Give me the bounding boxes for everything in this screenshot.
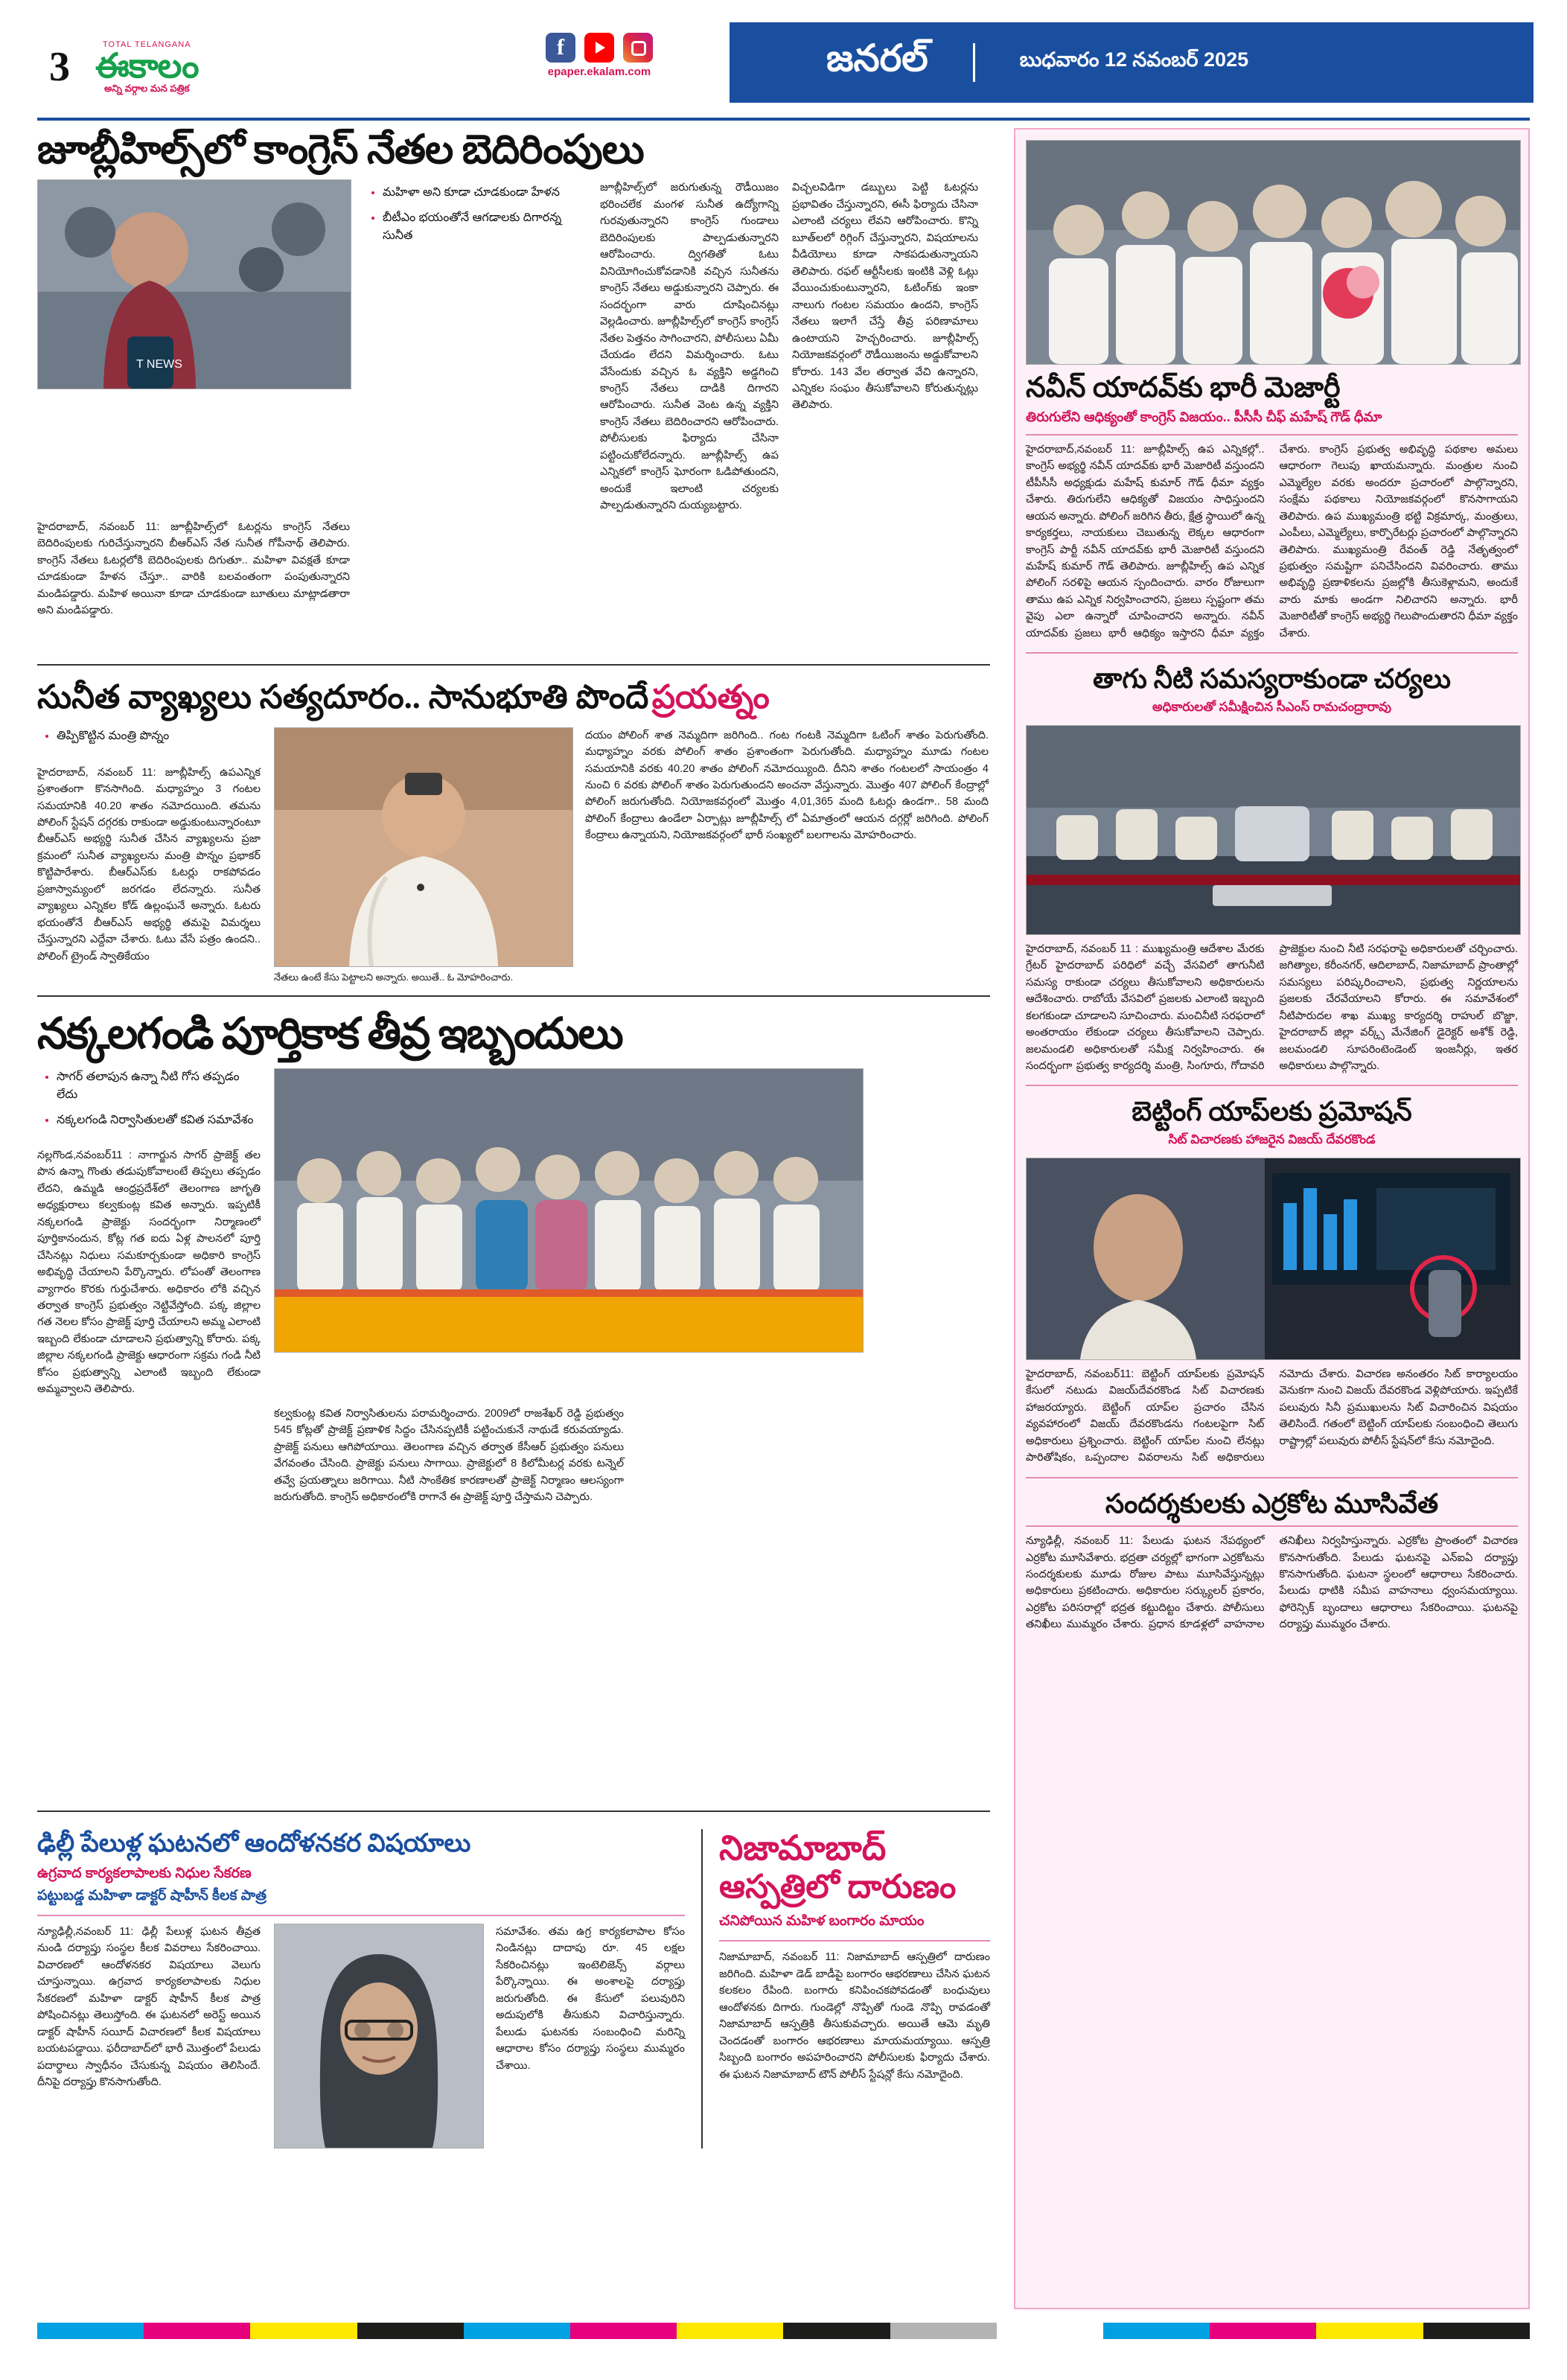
- right-story4-headline: సందర్శకులకు ఎర్రకోట మూసివేత: [1105, 1488, 1439, 1519]
- color-swatch: [464, 2323, 570, 2339]
- story1-col3: విచ్చలవిడిగా డబ్బులు పెట్టి ఓటర్లను ప్రభావితం చేస్తున్నారని, ఈసీ ఫిర్యాదు చేసినా ఎలాంటి చర్యలు లేవని ఆరోపించారు. కొన్ని బూత్‌లలో రిగ్గింగ్ చేస్తున్నారని, విషయాలను వీడియోలు కూడా సాకపడుతున్నాయని తెలిపారు. రఫల్ ఆర్టీసీలకు ఇంటికి వెళ్లి ఓట్లు వేయించుకుంటున్నారని, ఓటింగ్‌కు ఇంకా నాలుగు గంటల సమయం ఉందని, కాంగ్రెస్ నేతలు ఇలాగే చేస్తే తీవ్ర పరిణామాలు ఉంటాయని హెచ్చరించారు. జూబ్లీహిల్స్ నియోజకవర్గంలో రౌడీయిజంను అడ్డుకోవాలని కోరారు. 143 వేల తర్వాత వేచి ఉన్నారని, ఎన్నికల సంఘం తీసుకోవాలని కోరుతున్నట్లు తెలిపారు.: [792, 182, 978, 412]
- color-swatch: [677, 2323, 783, 2339]
- color-swatch: [1210, 2323, 1316, 2339]
- color-swatch: [997, 2323, 1103, 2339]
- story2-headline: [37, 679, 990, 717]
- story2-photo: [274, 727, 573, 967]
- divider: [37, 664, 990, 666]
- right-column: [1014, 128, 1530, 2309]
- story2-photo-caption: నేతలు ఉంటే కేసు పెట్టాలని అన్నారు. అయితే.. ఓ మోహరించారు.: [274, 971, 514, 983]
- section-bar: [730, 22, 1534, 103]
- story2-headline-main: సునీత వ్యాఖ్యలు సత్యదూరం.. సానుభూతి పొందే: [37, 679, 649, 715]
- story3-col1: నల్లగొండ,నవంబర్11 : నాగార్జున సాగర్ ప్రాజెక్ట్ తల పొన ఉన్నా గొంతు తడుపుకోవాలంటే తిప్పలు తప్పడం లేదని, ఉమ్మడి ఆంధ్రప్రదేశ్‌లో తెలంగాణ జాగృతి అధ్యక్షురాలు కల్వకుంట్ల కవిత అన్నారు. ఇప్పటికీ నక్కలగండి ప్రాజెక్టు సందర్భంగా నిర్మాణంలో పూర్తికానందున, కోట్ల గత ఐదు ఏళ్ల పాలనలో పూర్తి చేసినట్లు నిధులు సమకూర్చకుండా అధికారి కాంగ్రెస్ అభివృద్ధి చేయాలని పేర్కొన్నారు. లోపంతో తెలంగాణ వ్యాగారం కొరకు గుర్తుచేశారు. అధికారం లోకి వచ్చిన తర్వాత కాంగ్రెస్ ప్రభుత్వం నెట్టివేస్తోంది. పక్క జిల్లాల గత నెలల కోసం ప్రాజెక్ట్ పూర్తి చేయాలని అమ్మ ఎలాంటి ఇబ్బంది లేకుండా చూడాలని ప్రభుత్వాన్ని కోరారు. పక్క జిల్లాల నక్కలగండి ప్రాజెక్టు ఆధారంగా సక్రమ గండి నీటి కోసం ప్రభుత్వాన్ని ఎలాంటి ఇబ్బంది లేకుండా అమ్మవ్వాలని తెలిపారు.: [37, 1149, 261, 1396]
- story1-photo: [37, 179, 351, 389]
- right-story1-photo: [1026, 140, 1521, 365]
- print-registration-colorbar: [37, 2323, 1530, 2339]
- color-swatch: [1316, 2323, 1423, 2339]
- right-story3-photo: [1026, 1158, 1521, 1360]
- color-swatch: [37, 2323, 144, 2339]
- logo-tagline-top: TOTAL TELANGANA: [103, 40, 191, 49]
- story3-col2: కల్వకుంట్ల కవిత నిర్వాసితులను పరామర్శించారు. 2009లో రాజశేఖర్ రెడ్డి ప్రభుత్వం 545 కోట్లతో ప్రాజెక్ట్ ప్రణాళిక సిద్ధం చేసినప్పటికీ పట్టించుకునే నాథుడే కరువయ్యాడు. ప్రాజెక్ట్ పనులు ఆగిపోయాయి. తెలంగాణ వచ్చిన తర్వాత కేసీఆర్ ప్రభుత్వం పనులు వేగవంతం చేసింది. ప్రాజెక్టు పనులు సాగాయి. ప్రాజెక్టులో 8 కిలోమీటర్ల వరకు టన్నెల్ తవ్వే ప్రయత్నాలు జరిగాయి. నీటి సాంకేతిక కారణాలతో ప్రాజెక్ట్ నిర్మాణం ఆలస్యంగా జరుగుతోంది. కాంగ్రెస్ అధికారంలోకి రాగానే ఈ ప్రాజెక్ట్ పూర్తి చేస్తామని చెప్పారు.: [274, 1407, 624, 1504]
- color-swatch: [1103, 2323, 1210, 2339]
- story1-col1: హైదరాబాద్, నవంబర్ 11: జూబ్లీహిల్స్‌లో ఓటర్లను కాంగ్రెస్ నేతలు బెదిరింపులకు గురిచేస్తున్నారని బీఆర్‌ఎస్ నేత సునీత గోపీనాథ్ తెలిపారు. కాంగ్రెస్ నేతలు ఓటర్లలోకి బెదిరింపులకు దిగుతూ.. మహిళా వివక్షతే కూడా చూడకుండా హేళన చేస్తూ.. వారికి బలవంతంగా పంపుతున్నారని మండిపడ్డారు. మహిళ అయినా కూడా చూడకుండా బూతులు మాట్లాడతారా అని మండిపడ్డారు.: [37, 520, 350, 617]
- story2-col1: హైదరాబాద్, నవంబర్ 11: జూబ్లీహిల్స్ ఉపఎన్నిక ప్రశాంతంగా కొనసాగింది. మధ్యాహ్నం 3 గంటల సమయానికి 40.20 శాతం నమోదయింది. తమను పోలింగ్ స్టేషన్ దగ్గరకు రాకుండా అడ్డుకుంటున్నారంటూ బీఆర్‌ఎస్ అభ్యర్థి సునీత చేసిన వ్యాఖ్యలను ప్రజా క్రమంలో సునీత వ్యాఖ్యలను మంత్రి పొన్నం ప్రభాకర్ కొట్టిపారేశారు. బీఆర్‌ఎస్‌కు ఓటర్లు రాకపోవడం ప్రజాస్వామ్యంలో జరగడం లేదన్నారు. సునీత వ్యాఖ్యలు ఎన్నికల కోడ్ ఉల్లంఘనే అన్నారు. ఓటరు భయంతోనే బీఆర్‌ఎస్ అభ్యర్థి తమపై విమర్శలు చేస్తున్నారని ఎద్దేవా చేశారు. ఓటు వేసే పత్రం ఉందని.. పోలింగ్ ట్రైండ్ స్వాతికేయం: [37, 766, 261, 963]
- story5-headline-line1: నిజామాబాద్: [719, 1829, 887, 1867]
- right-story2-sub: అధికారులతో సమీక్షించిన సీఎంస్ రామచంద్రారావు: [1152, 699, 1392, 714]
- story1-bullet-1: • మహిళా అని కూడా చూడకుండా హేళన: [383, 184, 587, 202]
- right-story3-sub: సిట్ విచారణకు హాజరైన విజయ్ దేవరకొండ: [1168, 1132, 1376, 1146]
- svg-text:T NEWS: T NEWS: [136, 358, 182, 371]
- divider: [37, 1810, 990, 1812]
- color-swatch: [357, 2323, 464, 2339]
- story2-bullets: [37, 727, 261, 745]
- issue-date: బుధవారం 12 నవంబర్ 2025: [1019, 48, 1249, 71]
- right-story3-body: హైదరాబాద్, నవంబర్11: బెట్టింగ్ యాప్‌లకు ప్రమోషన్ కేసులో నటుడు విజయ్‌దేవరకొండ సిట్ విచారణకు హాజరయ్యారు. బెట్టింగ్ యాప్‌ల ప్రచారం చేసిన వ్యవహారంలో విజయ్ దేవరకొండను గంటలపైగా సిట్ అధికారులు ప్రశ్నించారు. బెట్టింగ్ యాప్‌ల నుంచి లేనట్లు పారితోషికం, ఒప్పందాల వివరాలను సిట్ అధికారులు నమోదు చేశారు. విచారణ అనంతరం సిట్ కార్యాలయం వెనుకగా నుంచి విజయ్ దేవరకొండ వెళ్లిపోయారు. ఇప్పటికే పలువురు సినీ ప్రముఖులను సిట్ విచారించిన విషయం తెలిసిందే. గతంలో బెట్టింగ్ యాప్‌లకు సంబంధించి తెలుగు రాష్ట్రాల్లో పలువురు పోలీస్ స్టేషన్‌లో కేసు నమోదైంది.: [1026, 1368, 1518, 1464]
- color-swatch: [570, 2323, 677, 2339]
- color-swatch: [250, 2323, 357, 2339]
- left-column: [37, 128, 990, 2309]
- story1-bullets: [363, 184, 587, 245]
- story3-bullets: [37, 1068, 261, 1129]
- right-story1-sub: తిరుగులేని ఆధిక్యంతో కాంగ్రెస్ విజయం.. పీసీసీ చీఫ్ మహేష్ గౌడ్ ధీమా: [1026, 409, 1382, 424]
- publication-logo: [95, 41, 199, 93]
- page-number: 3: [49, 44, 70, 90]
- right-story1-headline: నవీన్ యాదవ్‌కు భారీ మెజార్టీ: [1026, 372, 1341, 403]
- story4-col2: సమావేశం. తమ ఉగ్ర కార్యకలాపాల కోసం నిండినట్లు దాదాపు రూ. 45 లక్షల సేకరించినట్లు ఇంటెలిజెన్స్ వర్గాలు పేర్కొన్నాయి. ఈ అంశాలపై దర్యాప్తు జరుగుతోంది. ఈ కేసులో పలువురిని అదుపులోకి తీసుకుని విచారిస్తున్నారు. పేలుడు ఘటనకు సంబంధించి మరిన్ని ఆధారాల కోసం దర్యాప్తు సంస్థలు ముమ్మరం చేశాయి.: [496, 1925, 685, 2072]
- masthead-rule: [37, 118, 1530, 121]
- masthead: [0, 0, 1567, 125]
- logo-wordmark: ఈకాలం: [95, 47, 199, 85]
- section-title: జనరల్: [826, 36, 928, 79]
- story2-col2: దయం పోలింగ్ శాత నెమ్మదిగా జరిగింది.. గంట గంటకి నెమ్మదిగా ఓటింగ్ శాతం పెరుగుతోంది. మధ్యాహ్నం వరకు పోలింగ్ శాతం ప్రశాంతంగా పెరుగుతోంది. మధ్యాహ్నం మూడు గంటల సమయానికి వరకు 40.20 శాతం పోలింగ్ నమోదయ్యింది. దీనిని శాతం గంటలలో సాయంత్రం 4 నుంచి 6 వరకు పోలింగ్ శాతం పెరుగుతుందని అంచనా వేస్తున్నారు. మొత్తం 407 పోలింగ్ కేంద్రాల్లో పోలింగ్ జరుగుతోంది. నియోజకవర్గంలో మొత్తం 4,01,365 మంది ఓటర్లు ఉండగా.. 58 మంది పోలింగ్ కేంద్రాలు ఉండేలా ఏర్పాట్లు జూబ్లీహిల్స్ లో ఏమాత్రంలో ఆయన దగ్గర్లో జరిగింది. పోలింగ్ కేంద్రాలు ఉన్నాయని, నియోజకవర్గంలో భారీ సంఖ్యలో బలగాలను మోహరించారు.: [585, 729, 989, 842]
- story1-col2: జూబ్లీహిల్స్‌లో జరుగుతున్న రౌడీయిజం భరించలేక మంగళ సునీత ఉద్యోగాన్ని గురవుతున్నారని కాంగ్రెస్ గుండాలు బెదిరింపులకు పాల్పడుతున్నారని ఆరోపించారు. ద్విగతితో ఓటు వినియోగించుకోవడానికి వచ్చిన సునీతను కాంగ్రెస్ నేతలు అడ్డుకున్నారని చెప్పారు. ఈ సందర్భంగా వారు దూషించినట్లు వెల్లడించారు. జూబ్లీహిల్స్‌లో కాంగ్రెస్ కాంగ్రెస్ నేతల పెత్తనం సాగించారని, పోలీసులు ఏమీ చేయడం లేదని విమర్శించారు. ఓటు వేసేందుకు వచ్చిన ఓ వ్యక్తిని అడ్డగించి కాంగ్రెస్ నేతలు దాడికి దిగారని ఆరోపించారు. సునీత వెంట ఉన్న వ్యక్తిని కాంగ్రెస్ నేతలు బెదిరించారని ఆరోపించారు. పోలీసులకు ఫిర్యాదు చేసినా పట్టించుకోలేదన్నారు. జూబ్లీహిల్స్ ఉప ఎన్నికలో కాంగ్రెస్ ఘోరంగా ఓడిపోతుందని, అందుకే ఇలాంటి చర్యలకు పాల్పడుతున్నారని దుయ్యబట్టారు.: [600, 182, 779, 512]
- story3-headline: నక్కలగండి పూర్తికాక తీవ్ర ఇబ్బందులు: [37, 1009, 622, 1058]
- youtube-icon[interactable]: [584, 33, 614, 63]
- facebook-icon[interactable]: f: [546, 33, 575, 63]
- story1-bullet-2: • బీటీఎం భయంతోనే ఆగడాలకు దిగారన్న సునీత: [383, 209, 587, 245]
- epaper-url[interactable]: epaper.ekalam.com: [547, 66, 651, 78]
- divider: [37, 995, 990, 997]
- story3-bullet-1: • సాగర్ తలాపున ఉన్నా నీటి గోస తప్పడం లేదు: [57, 1068, 261, 1104]
- story4-col1: న్యూఢిల్లీ,నవంబర్ 11: ఢిల్లీ పేలుళ్ల ఘటన తీవ్రత నుండి దర్యాప్తు సంస్థల కీలక వివరాలు సేకరించాయి. విచారణలో ఆందోళనకర విషయాలు వెలుగు చూస్తున్నాయి. ఉగ్రవాద కార్యకలాపాలకు నిధుల సేకరణలో మహిళా డాక్టర్ షాహీన్ కీలక పాత్ర పోషించినట్లు తెలుస్తోంది. ఈ ఘటనలో అరెస్ట్ అయిన డాక్టర్ షాహీన్ సయీద్ విచారణలో కీలక విషయాలు బయటపడ్డాయి. ఫరీదాబాద్‌లో భారీ మొత్తంలో పేలుడు పదార్థాలు స్వాధీనం చేసుకున్న విషయం తెలిసిందే. దీనిపై దర్యాప్తు కొనసాగుతోంది.: [37, 1925, 261, 2089]
- color-swatch: [144, 2323, 250, 2339]
- color-swatch: [783, 2323, 890, 2339]
- right-story2-body: హైదరాబాద్, నవంబర్ 11 : ముఖ్యమంత్రి ఆదేశాల మేరకు గ్రేటర్ హైదరాబాద్ పరిధిలో వచ్చే వేసవిలో తాగునీటి సమస్య రాకుండా చర్యలు తీసుకోవాలని అధికారులను ఆదేశించారు. రాబోయే వేసవిలో ప్రజలకు ఎలాంటి ఇబ్బంది కలగకుండా చూడాలని సూచించారు. మంచినీటి సరఫరాలో అంతరాయం లేకుండా చర్యలు తీసుకోవాలని చెప్పారు. జలమండలి అధికారులతో సమీక్ష నిర్వహించారు. ఈ సందర్భంగా ప్రభుత్వ కార్యదర్శి మంత్రి, సింగూరు, గోదావరి ప్రాజెక్టుల నుంచి నీటి సరఫరాపై అధికారులతో చర్చించారు. జగిత్యాల, కరీంనగర్, ఆదిలాబాద్, నిజామాబాద్ ప్రాంతాల్లో సమస్యలు పరిష్కరించాలని, ప్రభుత్వ నిర్ణయాలను ప్రజలకు చేరవేయాలని కోరారు. ఈ సమావేశంలో నీటిపారుదల శాఖ ముఖ్య కార్యదర్శి రాహుల్ బొజ్జా, హైదరాబాద్ జిల్లా వర్క్స్ మేనేజింగ్ డైరెక్టర్ అశోక్ రెడ్డి, జలమండలి సూపరింటెండెంట్ ఇంజనీర్లు, ఇతర అధికారులు పాల్గొన్నారు.: [1026, 942, 1518, 1072]
- color-swatch: [890, 2323, 997, 2339]
- story5-headline-line2: ఆస్పత్రిలో దారుణం: [719, 1868, 957, 1905]
- divider: [973, 43, 975, 82]
- story3-photo: [274, 1068, 864, 1353]
- instagram-icon[interactable]: [623, 33, 653, 63]
- logo-tagline-bottom: అన్ని వర్గాల మన పత్రిక: [104, 83, 190, 94]
- social-links: [491, 33, 707, 78]
- story4-sub2: పట్టుబడ్డ మహిళా డాక్టర్ షాహీన్ కీలక పాత్ర: [37, 1887, 267, 1904]
- story3-bullet-2: • నక్కలగండి నిర్వాసితులతో కవిత సమావేశం: [57, 1111, 261, 1129]
- story5-sub: చనిపోయిన మహిళ బంగారం మాయం: [719, 1913, 925, 1930]
- right-story2-headline: తాగు నీటి సమస్యరాకుండా చర్యలు: [1093, 664, 1451, 695]
- right-story2-photo: [1026, 725, 1521, 935]
- story2-bullet-1: • తిప్పికొట్టిన మంత్రి పొన్నం: [57, 727, 261, 745]
- story4-sub1: ఉగ్రవాద కార్యకలాపాలకు నిధుల సేకరణ: [37, 1865, 252, 1881]
- right-story4-body: న్యూఢిల్లీ, నవంబర్ 11: పేలుడు ఘటన నేపథ్యంలో ఎర్రకోట మూసివేశారు. భద్రతా చర్యల్లో భాగంగా ఎర్రకోటను సందర్శకులకు మూడు రోజుల పాటు మూసివేస్తున్నట్లు అధికారులు ప్రకటించారు. అధికారుల సర్క్యులర్ ప్రకారం, ఎర్రకోట పరిసరాల్లో భద్రత కట్టుదిట్టం చేశారు. పోలీసులు తనిఖీలు ముమ్మరం చేశారు. ప్రధాన కూడళ్లలో వాహనాల తనిఖీలు నిర్వహిస్తున్నారు. ఎర్రకోట ప్రాంతంలో విచారణ కొనసాగుతోంది. పేలుడు ఘటనపై ఎన్‌ఐఏ దర్యాప్తు కొనసాగుతోంది. ఘటనా స్థలంలో ఆధారాలు సేకరించారు. పేలుడు ధాటికి సమీప వాహనాలు ధ్వంసమయ్యాయి. ఫోరెన్సిక్ బృందాలు ఆధారాలు సేకరించాయి. ఘటనపై దర్యాప్తు ముమ్మరం చేశారు.: [1026, 1535, 1518, 1631]
- masthead-left: [37, 31, 484, 103]
- story4-headline: ఢిల్లీ పేలుళ్ల ఘటనలో ఆందోళనకర విషయాలు: [37, 1830, 471, 1857]
- story1-headline: జూబ్లీహిల్స్‌లో కాంగ్రెస్ నేతల బెదిరింపులు: [37, 127, 644, 172]
- right-story1-body: హైదరాబాద్,నవంబర్ 11: జూబ్లీహిల్స్ ఉప ఎన్నికల్లో.. కాంగ్రెస్ అభ్యర్థి నవీన్ యాదవ్‌కు భారీ మెజారిటీ వస్తుందని టీపీసీసీ అధ్యక్షుడు మహేష్ కుమార్ గౌడ్ ధీమా వ్యక్తం చేశారు. తిరుగులేని ఆధిక్యతో విజయం సాధిస్తుందని ఆయన అన్నారు. పోలింగ్ జరిగిన తీరు, క్షేత్ర స్థాయిలో ఉన్న కార్యకర్తలు, నాయకులు చెబుతున్న లెక్కల ఆధారంగా కాంగ్రెస్ పార్టీ నవీన్ యాదవ్‌కు భారీ మెజారిటీ వస్తుందని మహేష్ కుమార్ గౌడ్ తెలిపారు. జూబ్లీహిల్స్ ఉప ఎన్నిక పోలింగ్ సరళిపై ఆయన స్పందించారు. వారం రోజులుగా తాము ఉప ఎన్నిక నిర్వహించారని, ప్రజలు స్పష్టంగా తమ వైపు ఎలా ఉన్నారో చూపించారని అన్నారు. నవీన్ యాదవ్‌కు ప్రజలు భారీ ఆధిక్యం ఇస్తారని ధీమా వ్యక్తం చేశారు. కాంగ్రెస్ ప్రభుత్వ అభివృద్ధి పథకాల అమలు ఆధారంగా గెలుపు ఖాయమన్నారు. మంత్రుల నుంచి ఎమ్మెల్యేల వరకు అందరూ ప్రచారంలో పాల్గొన్నారని, సంక్షేమ పథకాలు నియోజకవర్గంలో కొనసాగాయని తెలిపారు. ఉప ముఖ్యమంత్రి భట్టి విక్రమార్క, మంత్రులు, ఎంపీలు, ఎమ్మెల్యేలు, కార్పొరేటర్లు ప్రచారంలో పాల్గొన్నారని తెలిపారు. ముఖ్యమంత్రి రేవంత్ రెడ్డి నేతృత్వంలో ప్రభుత్వం సమష్టిగా పనిచేసిందని వివరించారు. తాము అభివృద్ధి ప్రణాళికలను ప్రజల్లోకి తీసుకెళ్లామని, అందుకే వారు మాకు అండగా నిలిచారని అన్నారు. భారీ మెజారిటీతో కాంగ్రెస్ అభ్యర్థి గెలుపొందుతారని ధీమా వ్యక్తం చేశారు.: [1026, 443, 1518, 639]
- color-swatch: [1423, 2323, 1530, 2339]
- right-story3-headline: బెట్టింగ్ యాప్‌లకు ప్రమోషన్: [1132, 1097, 1412, 1127]
- story5-col: నిజామాబాద్, నవంబర్ 11: నిజామాబాద్ ఆస్పత్రిలో దారుణం జరిగింది. మహిళా డెడ్ బాడీపై బంగారం ఆభరణాలు చేసిన ఘటన కలకలం రేపింది. బంగారు కనిపించకపోవడంతో బంధువులు ఆందోళనకు దిగారు. గుండెల్లో నొప్పితో గుండె నొప్పి రావడంతో నిజామాబాద్ ఆస్పత్రికి తీసుకువచ్చారు. అయితే ఆమె మృతి చెందడంతో బంగారం ఆభరణాలు మాయమయ్యాయి. ఆస్పత్రి సిబ్బంది బంగారం అపహరించారని పోలీసులకు ఫిర్యాదు చేశారు. ఈ ఘటన నిజామాబాద్ టౌన్ పోలీస్ స్టేషన్లో కేసు నమోదైంది.: [719, 1951, 990, 2081]
- story2-headline-accent: ప్రయత్నం: [651, 679, 770, 715]
- story4-photo: [274, 1924, 484, 2148]
